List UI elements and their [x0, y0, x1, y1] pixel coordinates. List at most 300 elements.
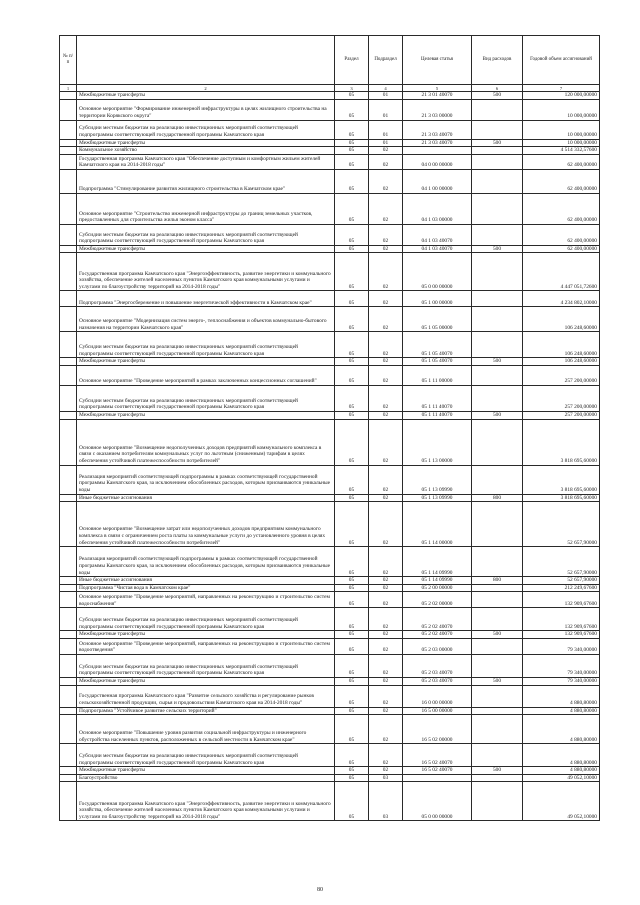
table-row	[60, 358, 600, 366]
cell-razdel: 05	[335, 494, 369, 502]
cell-sum: 120 000,00000	[523, 92, 600, 100]
column-number: 6	[472, 85, 523, 92]
cell-num	[60, 715, 77, 744]
cell-vid	[472, 419, 523, 465]
cell-name: Государственная программа Камчатского края "Энергоэффективность, развитие энергетики и коммунального хозяйства, обеспечение жителей населенных пунктов Камчатского края коммунальными услугами и услугами по благоустройству территорий на 2014-2018 годы"	[77, 782, 335, 821]
cell-num	[60, 685, 77, 707]
cell-razdel: 05	[335, 547, 369, 577]
cell-sum: 4 880,80000	[523, 767, 600, 775]
cell-num	[60, 92, 77, 100]
cell-razdel: 05	[335, 774, 369, 782]
cell-podrazdel: 02	[369, 385, 403, 411]
table-row	[60, 584, 600, 592]
cell-celevaya: 05 0 00 00000	[403, 253, 472, 291]
cell-name: Государственная программа Камчатского края "Обеспечение доступным и комфортным жильем жителей Камчатского края на 2014-2018 годы"	[77, 154, 335, 169]
cell-name: Государственная программа Камчатского края "Энергоэффективность, развитие энергетики и коммунального хозяйства, обеспечение жителей населенных пунктов Камчатского края коммунальными услугами и услугами по благоустройству территорий на 2014-2018 годы"	[77, 253, 335, 291]
table-row	[60, 631, 600, 639]
cell-sum: 132 909,67600	[523, 608, 600, 631]
cell-razdel: 05	[335, 358, 369, 366]
table-row	[60, 577, 600, 585]
cell-razdel: 05	[335, 502, 369, 547]
cell-celevaya	[403, 774, 472, 782]
table-row	[60, 154, 600, 169]
cell-celevaya: 05 1 14 09990	[403, 577, 472, 585]
cell-num	[60, 419, 77, 465]
cell-razdel: 05	[335, 385, 369, 411]
cell-podrazdel: 02	[369, 707, 403, 715]
cell-razdel: 05	[335, 253, 369, 291]
cell-celevaya: 05 1 11 00000	[403, 365, 472, 385]
cell-celevaya: 05 2 00 00000	[403, 584, 472, 592]
cell-podrazdel: 02	[369, 193, 403, 224]
cell-celevaya: 05 2 02 00000	[403, 592, 472, 608]
table-row	[60, 169, 600, 193]
table-row	[60, 782, 600, 821]
cell-celevaya: 05 1 14 09990	[403, 547, 472, 577]
cell-podrazdel: 02	[369, 502, 403, 547]
cell-vid: 500	[472, 92, 523, 100]
cell-num	[60, 577, 77, 585]
cell-razdel: 05	[335, 92, 369, 100]
table-row	[60, 365, 600, 385]
column-number: 4	[369, 85, 403, 92]
cell-razdel: 05	[335, 592, 369, 608]
cell-celevaya: 21 3 03 00000	[403, 99, 472, 120]
cell-vid	[472, 465, 523, 494]
cell-celevaya: 21 3 01 40070	[403, 92, 472, 100]
cell-name: Подпрограмма "Устойчивое развитие сельских территорий"	[77, 707, 335, 715]
table-row	[60, 385, 600, 411]
cell-celevaya: 16 5 02 40070	[403, 744, 472, 767]
cell-vid	[472, 638, 523, 654]
cell-num	[60, 782, 77, 821]
cell-celevaya: 05 1 13 09990	[403, 494, 472, 502]
cell-razdel: 05	[335, 715, 369, 744]
cell-podrazdel: 02	[369, 411, 403, 419]
cell-sum: 52 657,90000	[523, 502, 600, 547]
cell-podrazdel: 02	[369, 767, 403, 775]
cell-num	[60, 358, 77, 366]
cell-vid	[472, 502, 523, 547]
cell-num	[60, 385, 77, 411]
cell-vid	[472, 291, 523, 307]
cell-sum: 257 200,00000	[523, 411, 600, 419]
cell-sum: 3 818 695,60000	[523, 465, 600, 494]
cell-name: Межбюджетные трансферты	[77, 358, 335, 366]
table-row	[60, 744, 600, 767]
cell-celevaya: 05 2 02 40070	[403, 608, 472, 631]
cell-celevaya: 05 1 05 00000	[403, 307, 472, 332]
cell-celevaya: 05 1 14 00000	[403, 502, 472, 547]
cell-sum: 4 234 802,10000	[523, 291, 600, 307]
cell-num	[60, 365, 77, 385]
cell-name: Межбюджетные трансферты	[77, 631, 335, 639]
cell-razdel: 05	[335, 608, 369, 631]
cell-podrazdel: 02	[369, 291, 403, 307]
cell-celevaya: 04 1 03 40070	[403, 224, 472, 245]
table-row	[60, 147, 600, 155]
cell-sum: 212 249,67600	[523, 584, 600, 592]
cell-vid	[472, 654, 523, 677]
table-row	[60, 253, 600, 291]
cell-vid	[472, 744, 523, 767]
cell-vid	[472, 169, 523, 193]
cell-vid	[472, 385, 523, 411]
budget-table	[59, 35, 600, 821]
cell-sum: 62 400,00000	[523, 169, 600, 193]
cell-podrazdel: 02	[369, 358, 403, 366]
cell-razdel: 05	[335, 365, 369, 385]
cell-vid: 500	[472, 631, 523, 639]
cell-sum: 52 657,90000	[523, 577, 600, 585]
cell-vid: 800	[472, 494, 523, 502]
cell-sum: 4 880,80000	[523, 685, 600, 707]
cell-vid	[472, 707, 523, 715]
cell-vid	[472, 547, 523, 577]
column-number: 2	[77, 85, 335, 92]
cell-sum: 49 052,10000	[523, 774, 600, 782]
cell-num	[60, 547, 77, 577]
cell-podrazdel: 02	[369, 677, 403, 685]
cell-num	[60, 608, 77, 631]
cell-sum: 79 340,00000	[523, 654, 600, 677]
cell-razdel: 05	[335, 654, 369, 677]
header-celevaya: Целевая статья	[403, 36, 472, 85]
cell-name: Субсидии местным бюджетам на реализацию инвестиционных мероприятий соответствующей подпрограммы соответствующей государственной программы Камчатского края	[77, 120, 335, 139]
cell-num	[60, 224, 77, 245]
cell-name: Субсидии местным бюджетам на реализацию инвестиционных мероприятий соответствующей подпрограммы соответствующей государственной программы Камчатского края	[77, 224, 335, 245]
cell-razdel: 05	[335, 411, 369, 419]
cell-razdel: 05	[335, 139, 369, 147]
cell-name: Благоустройство	[77, 774, 335, 782]
cell-num	[60, 502, 77, 547]
cell-podrazdel: 02	[369, 584, 403, 592]
cell-name: Иные бюджетные ассигнования	[77, 577, 335, 585]
cell-vid	[472, 99, 523, 120]
cell-razdel: 05	[335, 169, 369, 193]
cell-num	[60, 253, 77, 291]
table-row	[60, 685, 600, 707]
cell-podrazdel: 02	[369, 245, 403, 253]
table-row	[60, 502, 600, 547]
cell-razdel: 05	[335, 224, 369, 245]
table-row	[60, 99, 600, 120]
cell-podrazdel: 02	[369, 715, 403, 744]
table-header-row	[60, 36, 600, 85]
cell-name: Основное мероприятие "Возмещение недополученных доходов предприятий коммунального комплекса в связи с оказанием потребителям коммунальных услуг по льготным (сниженным) тарифам в целях обеспечения устойчивой платежеспособности потребителей"	[77, 419, 335, 465]
cell-num	[60, 291, 77, 307]
cell-podrazdel: 02	[369, 253, 403, 291]
cell-podrazdel: 01	[369, 139, 403, 147]
cell-celevaya: 16 5 02 40070	[403, 767, 472, 775]
cell-podrazdel: 02	[369, 147, 403, 155]
cell-razdel: 05	[335, 99, 369, 120]
cell-celevaya: 04 0 00 00000	[403, 154, 472, 169]
cell-sum: 62 400,00000	[523, 193, 600, 224]
cell-celevaya: 05 1 05 40070	[403, 358, 472, 366]
cell-razdel: 05	[335, 677, 369, 685]
cell-num	[60, 774, 77, 782]
cell-sum: 257 200,00000	[523, 365, 600, 385]
cell-podrazdel: 02	[369, 654, 403, 677]
column-number: 5	[403, 85, 472, 92]
cell-name: Субсидии местным бюджетам на реализацию инвестиционных мероприятий соответствующей подпрограммы соответствующей государственной программы Камчатского края	[77, 332, 335, 358]
cell-num	[60, 654, 77, 677]
cell-num	[60, 307, 77, 332]
cell-podrazdel: 03	[369, 782, 403, 821]
cell-num	[60, 154, 77, 169]
cell-sum: 62 400,00000	[523, 224, 600, 245]
cell-num	[60, 677, 77, 685]
column-number: 3	[335, 85, 369, 92]
cell-num	[60, 332, 77, 358]
cell-sum: 132 909,67600	[523, 631, 600, 639]
column-number: 7	[523, 85, 600, 92]
cell-podrazdel: 02	[369, 631, 403, 639]
cell-razdel: 05	[335, 631, 369, 639]
table-row	[60, 494, 600, 502]
cell-num	[60, 584, 77, 592]
cell-razdel: 05	[335, 782, 369, 821]
cell-razdel: 05	[335, 638, 369, 654]
table-row	[60, 307, 600, 332]
cell-podrazdel: 03	[369, 774, 403, 782]
cell-celevaya: 04 1 03 40070	[403, 245, 472, 253]
cell-sum: 62 400,00000	[523, 154, 600, 169]
cell-sum: 79 340,00000	[523, 638, 600, 654]
cell-sum: 10 000,00000	[523, 120, 600, 139]
cell-vid: 500	[472, 358, 523, 366]
cell-celevaya	[403, 147, 472, 155]
cell-num	[60, 139, 77, 147]
cell-num	[60, 638, 77, 654]
cell-vid	[472, 193, 523, 224]
cell-vid	[472, 147, 523, 155]
table-row	[60, 224, 600, 245]
cell-name: Основное мероприятие "Возмещение затрат или недополученных доходов предприятиям коммунального комплекса в связи с ограничением роста платы за коммунальные услуги до установленного уровня в целях обеспечения устойчивой платежеспособности потребителей"	[77, 502, 335, 547]
cell-celevaya: 05 1 05 40070	[403, 332, 472, 358]
cell-podrazdel: 01	[369, 92, 403, 100]
cell-razdel: 05	[335, 419, 369, 465]
column-number: 1	[60, 85, 77, 92]
header-num: № п/п	[60, 36, 77, 85]
cell-razdel: 05	[335, 584, 369, 592]
page-number: 80	[317, 887, 323, 893]
cell-sum: 10 000,00000	[523, 139, 600, 147]
cell-sum: 49 052,10000	[523, 782, 600, 821]
cell-name: Межбюджетные трансферты	[77, 92, 335, 100]
cell-razdel: 05	[335, 465, 369, 494]
table-row	[60, 92, 600, 100]
table-row	[60, 638, 600, 654]
cell-vid	[472, 592, 523, 608]
cell-vid	[472, 715, 523, 744]
cell-name: Коммунальное хозяйство	[77, 147, 335, 155]
cell-sum: 79 340,00000	[523, 677, 600, 685]
cell-sum: 62 400,00000	[523, 245, 600, 253]
cell-razdel: 05	[335, 744, 369, 767]
cell-name: Межбюджетные трансферты	[77, 411, 335, 419]
cell-vid: 500	[472, 411, 523, 419]
cell-celevaya: 21 3 03 40070	[403, 120, 472, 139]
cell-sum: 10 000,00000	[523, 99, 600, 120]
cell-num	[60, 245, 77, 253]
cell-podrazdel: 02	[369, 494, 403, 502]
cell-razdel: 05	[335, 291, 369, 307]
cell-vid: 500	[472, 139, 523, 147]
table-row	[60, 707, 600, 715]
cell-num	[60, 99, 77, 120]
cell-num	[60, 120, 77, 139]
cell-name: Основное мероприятие "Повышение уровня развития социальной инфраструктуры и инженерного обустройства населенных пунктов, расположенных в сельской местности в Камчатском крае"	[77, 715, 335, 744]
cell-sum: 106 248,60000	[523, 332, 600, 358]
cell-podrazdel: 02	[369, 365, 403, 385]
table-row	[60, 193, 600, 224]
cell-name: Подпрограмма "Энергосбережение и повышение энергетической эффективности в Камчатском крае"	[77, 291, 335, 307]
cell-vid	[472, 685, 523, 707]
cell-vid	[472, 120, 523, 139]
cell-vid	[472, 307, 523, 332]
cell-podrazdel: 02	[369, 608, 403, 631]
table-body	[60, 92, 600, 821]
cell-sum: 4 880,80000	[523, 707, 600, 715]
cell-celevaya: 05 1 00 00000	[403, 291, 472, 307]
cell-num	[60, 147, 77, 155]
table-row	[60, 419, 600, 465]
cell-vid	[472, 365, 523, 385]
cell-vid: 800	[472, 577, 523, 585]
cell-name: Межбюджетные трансферты	[77, 677, 335, 685]
cell-celevaya: 05 1 13 00000	[403, 419, 472, 465]
cell-sum: 4 880,80000	[523, 744, 600, 767]
table-row	[60, 332, 600, 358]
cell-num	[60, 707, 77, 715]
cell-name: Подпрограмма "Стимулирование развития жилищного строительства в Камчатском крае"	[77, 169, 335, 193]
table-row	[60, 677, 600, 685]
cell-podrazdel: 02	[369, 638, 403, 654]
cell-podrazdel: 01	[369, 99, 403, 120]
cell-sum: 52 657,90000	[523, 547, 600, 577]
cell-sum: 4 447 051,72600	[523, 253, 600, 291]
cell-sum: 3 818 695,60000	[523, 419, 600, 465]
cell-razdel: 05	[335, 147, 369, 155]
header-vid: Вид расходов	[472, 36, 523, 85]
cell-name: Межбюджетные трансферты	[77, 767, 335, 775]
cell-celevaya: 04 1 03 00000	[403, 193, 472, 224]
cell-podrazdel: 02	[369, 744, 403, 767]
cell-sum: 106 248,60000	[523, 358, 600, 366]
cell-name: Государственная программа Камчатского края "Развитие сельского хозяйства и регулирование рынков сельскохозяйственной продукции, сырья и продовольствия Камчатского края на 2014-2018 годы"	[77, 685, 335, 707]
header-razdel: Раздел	[335, 36, 369, 85]
table-row	[60, 767, 600, 775]
cell-name: Иные бюджетные ассигнования	[77, 494, 335, 502]
cell-razdel: 05	[335, 154, 369, 169]
cell-num	[60, 169, 77, 193]
cell-podrazdel: 02	[369, 332, 403, 358]
cell-celevaya: 05 0 00 00000	[403, 782, 472, 821]
cell-name: Реализация мероприятий соответствующей подпрограммы в рамках соответствующей государственной программы Камчатского края, за исключением обособленных расходов, которым присваиваются уникальные коды	[77, 465, 335, 494]
cell-vid	[472, 782, 523, 821]
table-row	[60, 547, 600, 577]
cell-razdel: 05	[335, 332, 369, 358]
cell-name: Основное мероприятие "Проведение мероприятий, направленных на реконструкцию и строительство систем водоснабжения"	[77, 592, 335, 608]
cell-podrazdel: 02	[369, 547, 403, 577]
cell-sum: 257 200,00000	[523, 385, 600, 411]
cell-num	[60, 767, 77, 775]
cell-podrazdel: 02	[369, 224, 403, 245]
cell-vid	[472, 154, 523, 169]
cell-celevaya: 05 1 13 09990	[403, 465, 472, 494]
cell-celevaya: 05 2 03 40070	[403, 654, 472, 677]
cell-podrazdel: 02	[369, 307, 403, 332]
cell-name: Основное мероприятие "Формирование инженерной инфраструктуры в целях жилищного строительства на территории Корякского округа"	[77, 99, 335, 120]
cell-sum: 106 248,60000	[523, 307, 600, 332]
cell-sum: 4 514 332,57600	[523, 147, 600, 155]
table-row	[60, 654, 600, 677]
cell-celevaya: 05 1 11 40070	[403, 385, 472, 411]
cell-sum: 4 880,80000	[523, 715, 600, 744]
cell-name: Межбюджетные трансферты	[77, 245, 335, 253]
cell-celevaya: 05 2 03 00000	[403, 638, 472, 654]
cell-celevaya: 04 1 00 00000	[403, 169, 472, 193]
cell-razdel: 05	[335, 193, 369, 224]
cell-celevaya: 16 0 00 00000	[403, 685, 472, 707]
cell-vid	[472, 774, 523, 782]
cell-num	[60, 494, 77, 502]
cell-podrazdel: 02	[369, 419, 403, 465]
cell-num	[60, 744, 77, 767]
table-row	[60, 411, 600, 419]
table-row	[60, 245, 600, 253]
cell-name: Субсидии местным бюджетам на реализацию инвестиционных мероприятий соответствующей подпрограммы соответствующей государственной программы Камчатского края	[77, 385, 335, 411]
cell-vid	[472, 224, 523, 245]
cell-podrazdel: 02	[369, 685, 403, 707]
cell-name: Основное мероприятие "Строительство инженерной инфраструктуры до границ земельных участков, предоставленных для строительства жилья эконом класса"	[77, 193, 335, 224]
table-row	[60, 139, 600, 147]
cell-celevaya: 16 5 02 00000	[403, 715, 472, 744]
cell-name: Субсидии местным бюджетам на реализацию инвестиционных мероприятий соответствующей подпрограммы соответствующей государственной программы Камчатского края	[77, 608, 335, 631]
cell-name: Основное мероприятие "Проведение мероприятий в рамках заключенных концессионных соглашений"	[77, 365, 335, 385]
cell-vid	[472, 332, 523, 358]
cell-podrazdel: 02	[369, 465, 403, 494]
table-row	[60, 715, 600, 744]
cell-sum: 3 818 695,60000	[523, 494, 600, 502]
cell-num	[60, 592, 77, 608]
cell-razdel: 05	[335, 707, 369, 715]
cell-razdel: 05	[335, 245, 369, 253]
cell-vid: 500	[472, 245, 523, 253]
table-row	[60, 291, 600, 307]
cell-name: Основное мероприятие "Модернизация систем энерго-, теплоснабжения и объектов коммунально-бытового назначения на территории Камчатского края"	[77, 307, 335, 332]
cell-celevaya: 05 2 03 40070	[403, 677, 472, 685]
cell-vid	[472, 608, 523, 631]
cell-name: Субсидии местным бюджетам на реализацию инвестиционных мероприятий соответствующей подпрограммы соответствующей государственной программы Камчатского края	[77, 654, 335, 677]
cell-num	[60, 465, 77, 494]
cell-razdel: 05	[335, 120, 369, 139]
cell-podrazdel: 02	[369, 592, 403, 608]
cell-vid: 500	[472, 677, 523, 685]
cell-name: Межбюджетные трансферты	[77, 139, 335, 147]
cell-sum: 132 909,67600	[523, 592, 600, 608]
cell-celevaya: 05 1 11 40070	[403, 411, 472, 419]
table-row	[60, 774, 600, 782]
table-row	[60, 120, 600, 139]
cell-celevaya: 16 5 00 00000	[403, 707, 472, 715]
table-row	[60, 608, 600, 631]
table-row	[60, 465, 600, 494]
cell-podrazdel: 02	[369, 577, 403, 585]
column-number-row	[60, 85, 600, 92]
